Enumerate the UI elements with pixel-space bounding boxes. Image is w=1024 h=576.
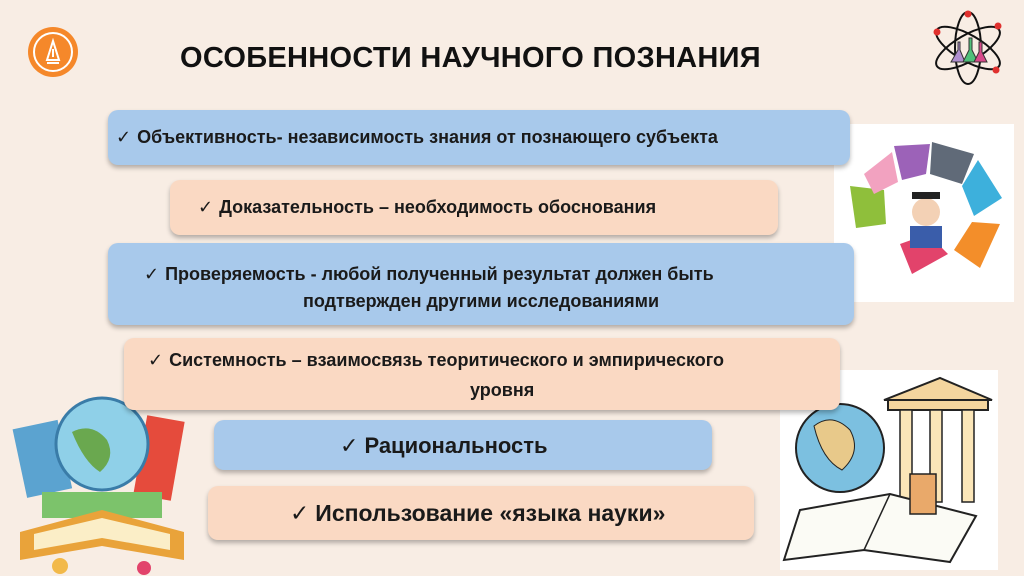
feature-text: Использование «языка науки» — [315, 500, 666, 526]
checkmark-icon: ✓ — [340, 434, 359, 459]
pen-nib-icon — [28, 27, 78, 77]
feature-verifiability — [108, 243, 854, 325]
feature-line-2: подтвержден другими исследованиями — [302, 291, 660, 311]
page-title: ОСОБЕННОСТИ НАУЧНОГО ПОЗНАНИЯ — [180, 42, 761, 74]
checkmark-icon: ✓ — [148, 350, 164, 371]
feature-text: Системность – взаимосвязь теоритического и эмпирического — [169, 350, 725, 370]
feature-rationality — [214, 420, 712, 470]
feature-line — [148, 350, 724, 371]
feature-science-language — [208, 486, 754, 540]
feature-objectivity — [108, 110, 850, 165]
feature-text: Проверяемость - любой полученный результат должен быть — [165, 264, 714, 284]
feature-systematicity — [124, 338, 840, 410]
feature-line — [290, 500, 665, 527]
books-globe-illustration — [12, 382, 190, 576]
checkmark-icon: ✓ — [290, 501, 310, 527]
feature-line — [198, 197, 656, 218]
feature-line — [116, 127, 718, 148]
science-cycle-illustration — [834, 124, 1014, 302]
feature-text: Доказательность – необходимость обоснования — [219, 197, 657, 217]
atom-flask-icon — [928, 8, 1008, 88]
feature-line — [144, 264, 714, 285]
checkmark-icon: ✓ — [144, 264, 160, 285]
feature-provability — [170, 180, 778, 235]
feature-text: Рациональность — [364, 433, 548, 458]
feature-line-2: уровня — [470, 380, 535, 400]
checkmark-icon: ✓ — [198, 197, 214, 218]
feature-text: Объективность- независимость знания от познающего субъекта — [137, 127, 718, 147]
checkmark-icon: ✓ — [116, 127, 132, 148]
feature-line — [340, 433, 548, 459]
